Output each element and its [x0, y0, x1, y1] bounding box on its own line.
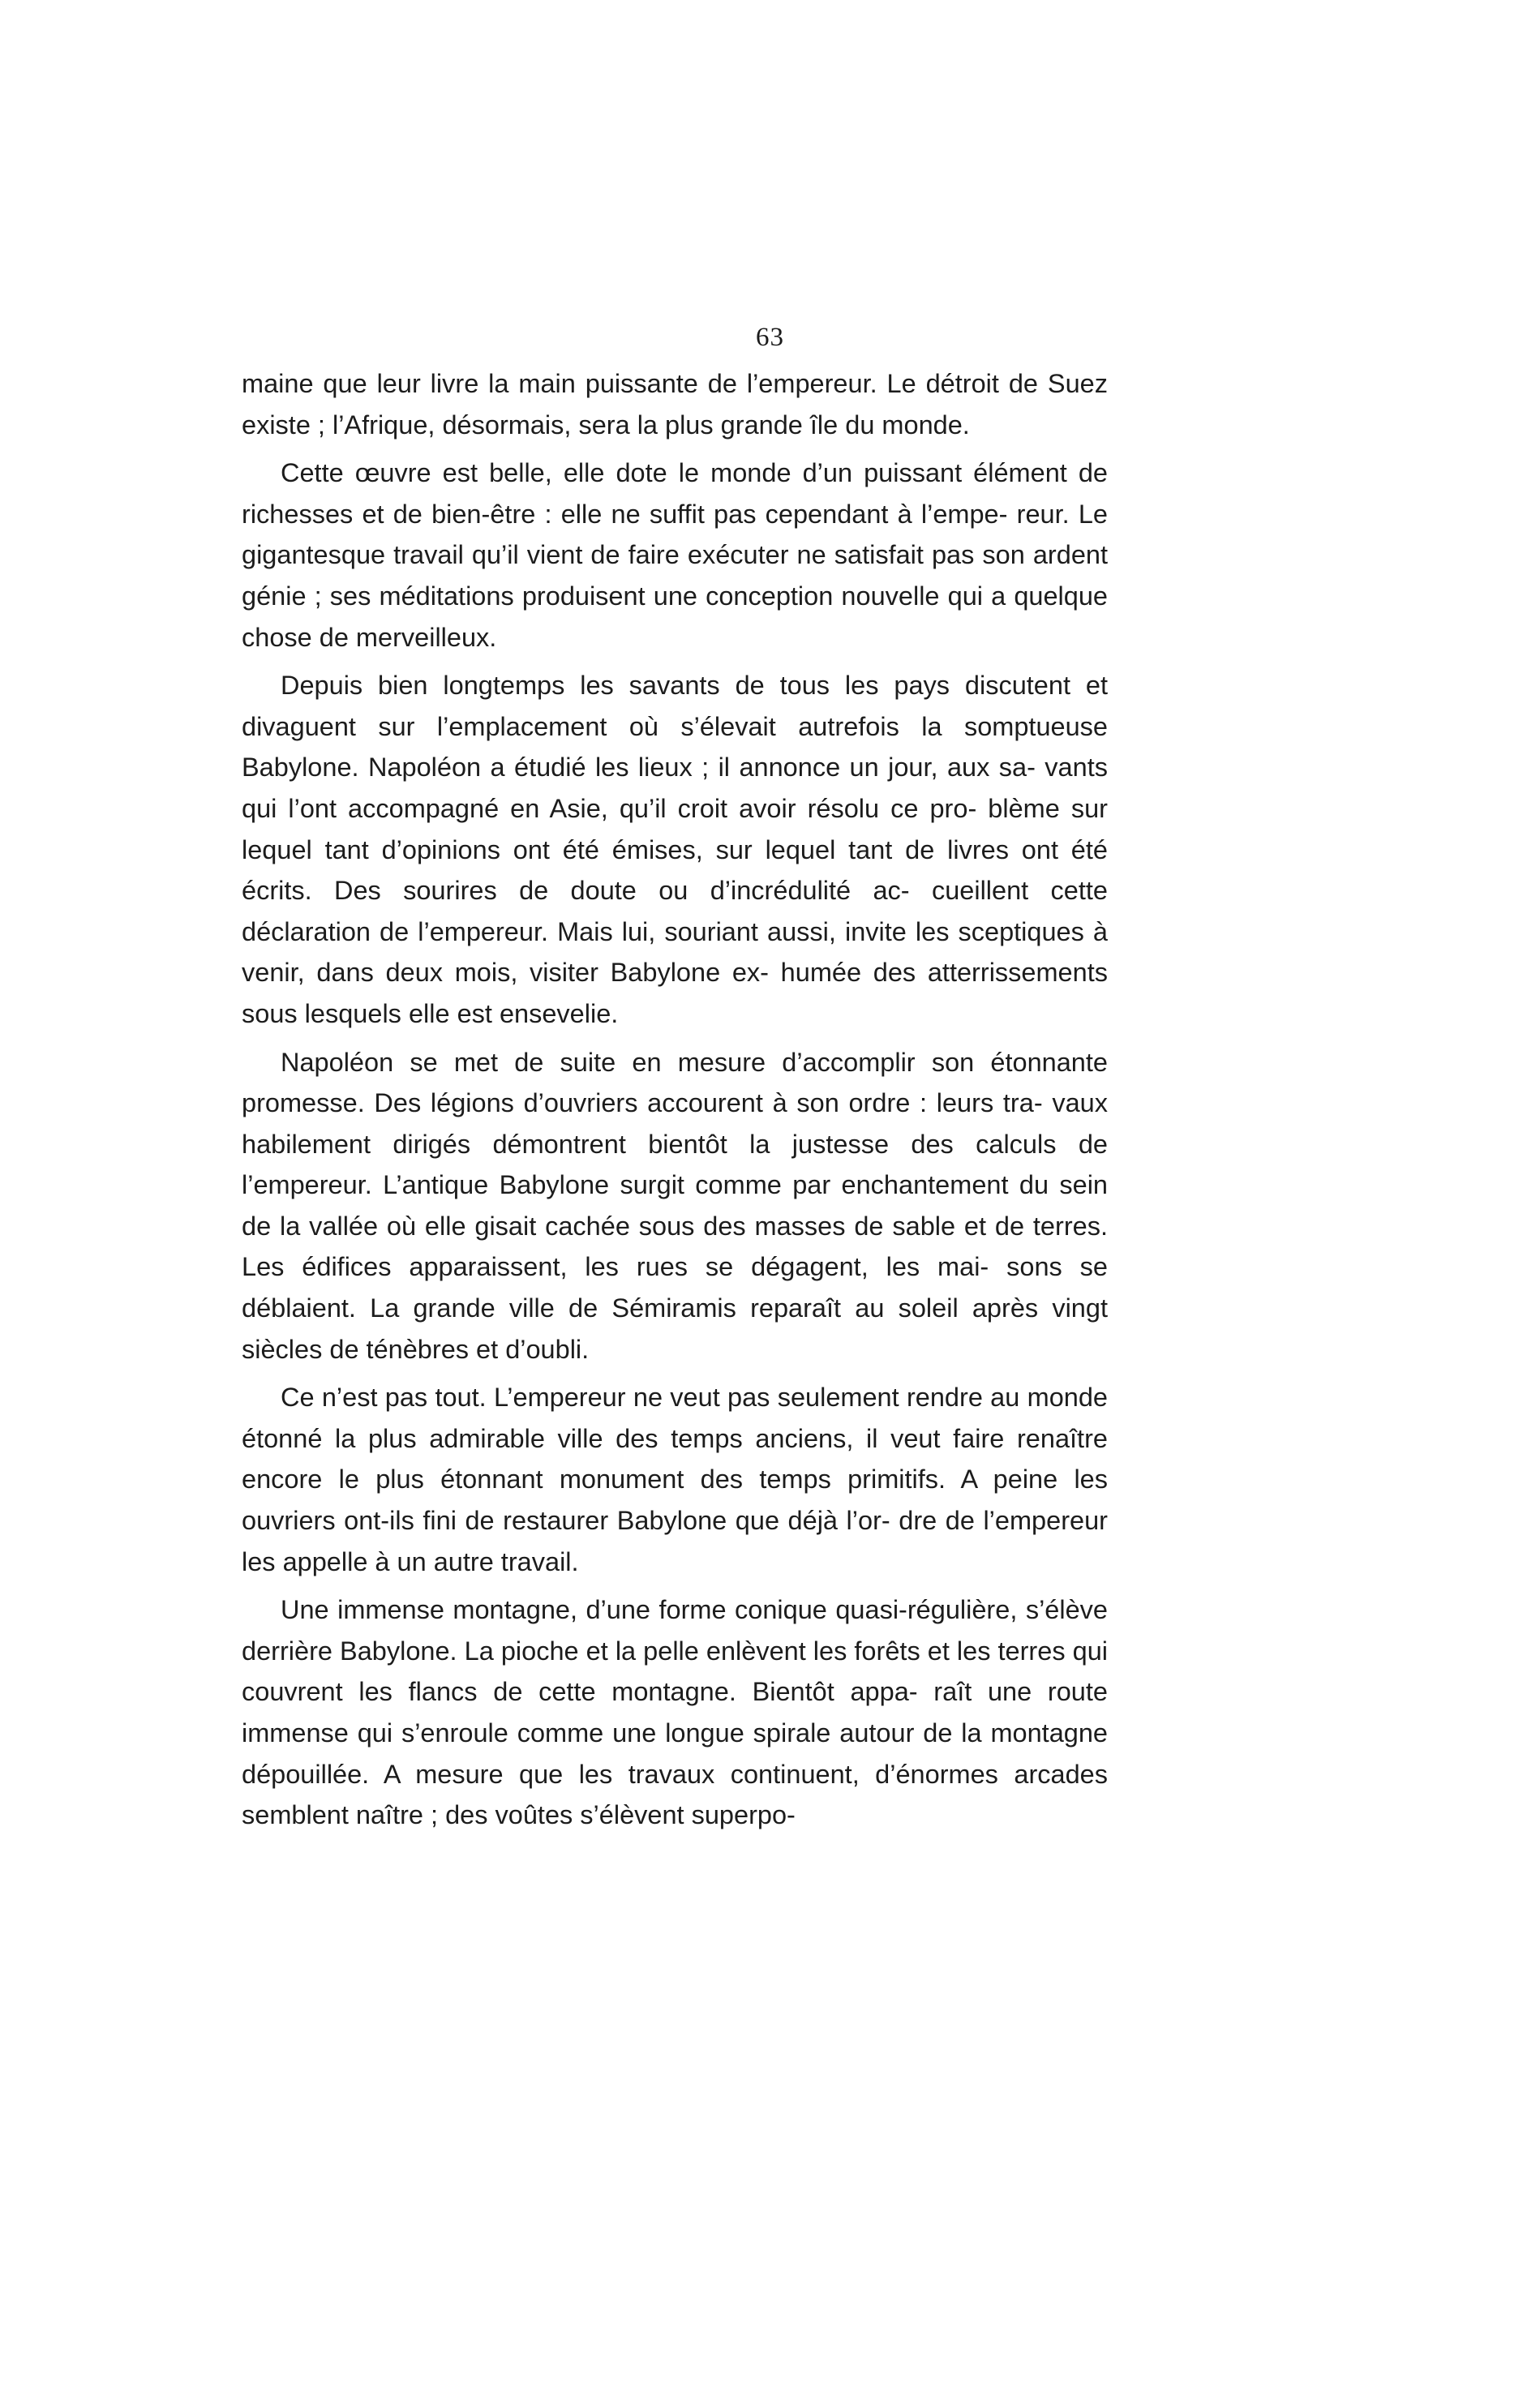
paragraph-6: Une immense montagne, d’une forme conique quasi-régulière, s’élève derrière Babylone. La pioche et la pelle enlèvent les forêts et les terres qui couvrent les flancs de cette montagne. Bientôt appa- raît une route immense qui s’enroule comme une longue spirale autour de la montagne dépouillée. A mesure que les travaux continuent, d’énormes arcades semblent naître ; des voûtes s’élèvent superpo-	[242, 1595, 1108, 1830]
paragraph-3: Depuis bien longtemps les savants de tous les pays discutent et divaguent sur l’emplacement où s’élevait autrefois la somptueuse Babylone. Napoléon a étudié les lieux ; il annonce un jour, aux sa- vants qui l’ont accompagné en Asie, qu’il croit avoir résolu ce pro- blème sur lequel tant d’opinions ont été émises, sur lequel tant de livres ont été écrits. Des sourires de doute ou d’incrédulité ac- cueillent cette déclaration de l’empereur. Mais lui, souriant aussi, invite les sceptiques à venir, dans deux mois, visiter Babylone ex- humée des atterrissements sous lesquels elle est ensevelie.	[242, 671, 1108, 1028]
paragraph-2: Cette œuvre est belle, elle dote le monde d’un puissant élément de richesses et de bien-être : elle ne suffit pas cependant à l’empe- reur. Le gigantesque travail qu’il vient de faire exécuter ne satisfait pas son ardent génie ; ses méditations produisent une conception nouvelle qui a quelque chose de merveilleux.	[242, 458, 1108, 652]
paragraph-4: Napoléon se met de suite en mesure d’accomplir son étonnante promesse. Des légions d’ouvriers accourent à son ordre : leurs tra- vaux habilement dirigés démontrent bientôt la justesse des calculs de l’empereur. L’antique Babylone surgit comme par enchantement du sein de la vallée où elle gisait cachée sous des masses de sable et de terres. Les édifices apparaissent, les rues se dégagent, les mai- sons se déblaient. La grande ville de Sémiramis reparaît au soleil après vingt siècles de ténèbres et d’oubli.	[242, 1047, 1108, 1364]
page-number	[0, 323, 1540, 353]
paragraph-5: Ce n’est pas tout. L’empereur ne veut pas seulement rendre au monde étonné la plus admirable ville des temps anciens, il veut faire renaître encore le plus étonnant monument des temps primitifs. A peine les ouvriers ont-ils fini de restaurer Babylone que déjà l’or- dre de l’empereur les appelle à un autre travail.	[242, 1383, 1108, 1576]
page-number-text: 63	[756, 323, 784, 352]
paragraph-1: maine que leur livre la main puissante de l’empereur. Le détroit de Suez existe ; l’Afrique, désormais, sera la plus grande île du monde.	[242, 369, 1108, 440]
body-text	[242, 363, 1108, 1836]
